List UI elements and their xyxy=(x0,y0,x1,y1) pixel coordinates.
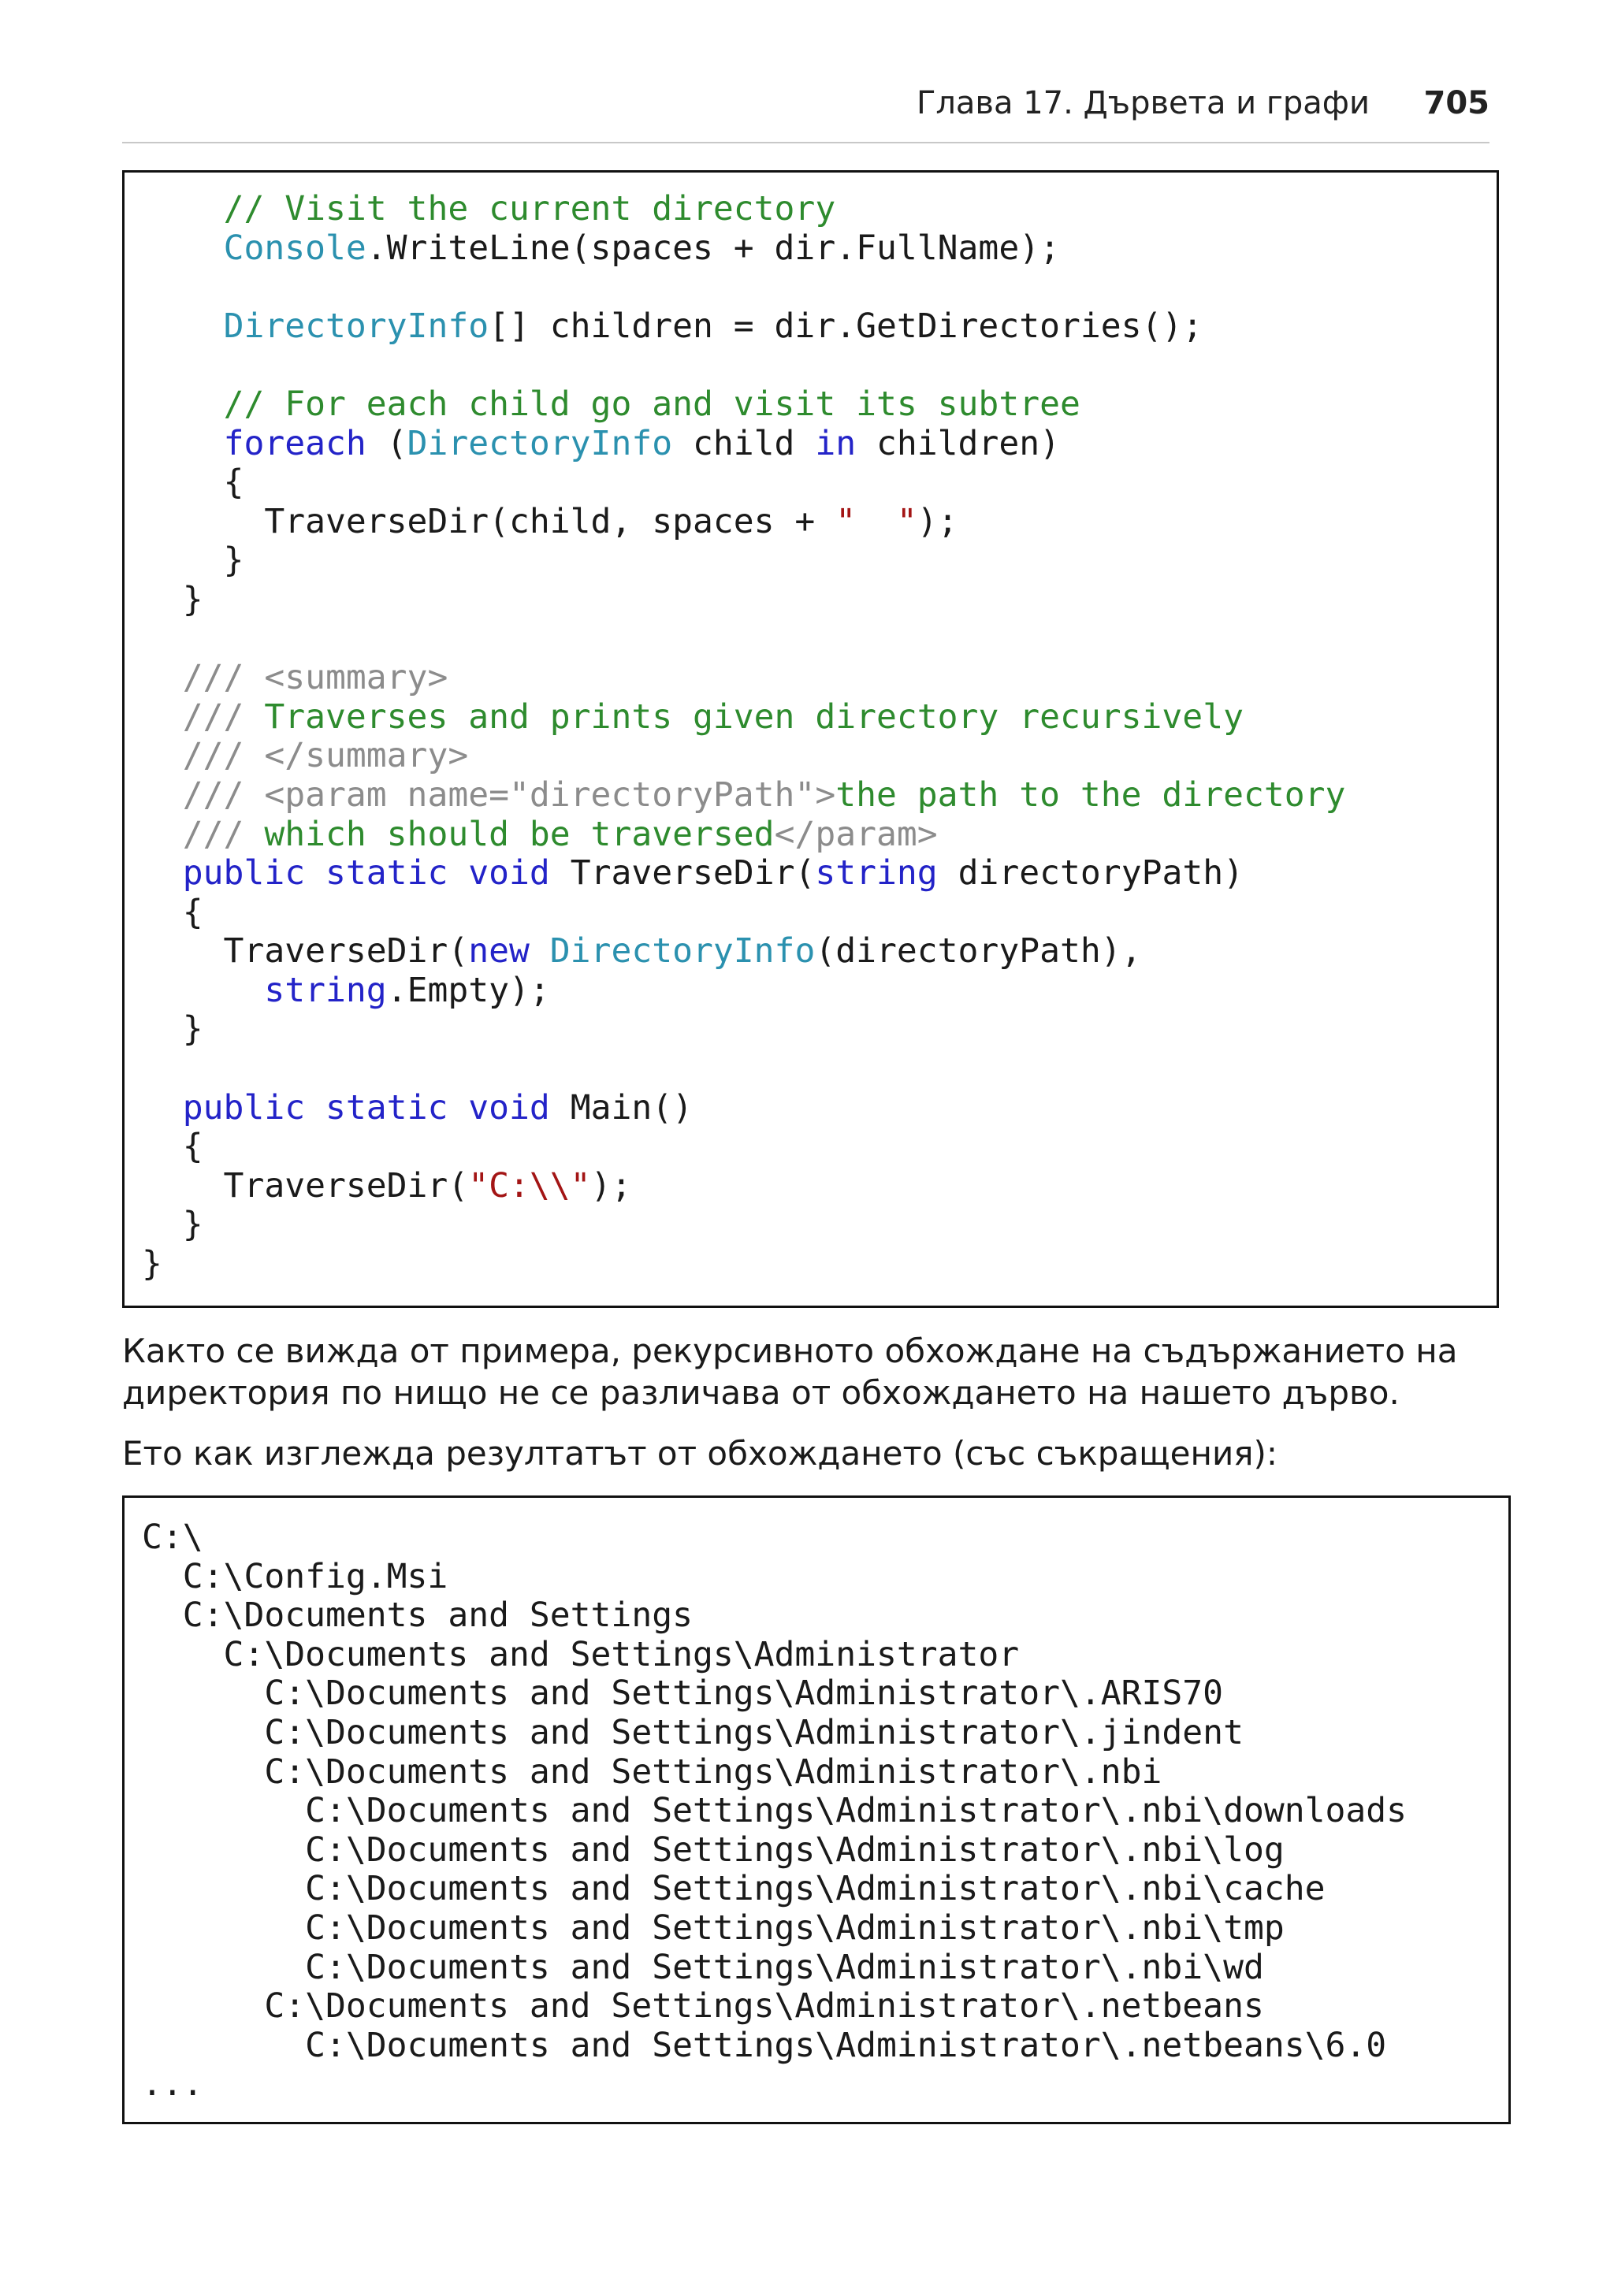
output-listing-box xyxy=(122,1495,1511,2124)
code-token: [] children = dir.GetDirectories(); xyxy=(489,306,1203,346)
code-token: </param> xyxy=(774,814,938,854)
code-token: } xyxy=(142,541,244,581)
code-line xyxy=(142,659,1345,698)
code-token: void xyxy=(468,853,550,894)
code-token xyxy=(142,971,264,1010)
code-token xyxy=(448,1088,468,1128)
code-token: string xyxy=(264,970,387,1010)
code-token xyxy=(142,815,183,854)
code-token: TraverseDir( xyxy=(142,1165,469,1206)
code-line xyxy=(142,190,1345,229)
code-token: Main() xyxy=(549,1087,694,1128)
code-token: // Visit the current directory xyxy=(223,189,836,228)
code-token: public xyxy=(182,853,306,894)
output-line: C:\Documents and Settings\Administrator\.ARIS70 xyxy=(142,1674,1224,1714)
code-line xyxy=(142,854,1345,894)
code-token: ( xyxy=(366,423,407,463)
code-token: /// <summary> xyxy=(182,658,448,698)
code-token: } xyxy=(142,579,203,619)
code-token: TraverseDir(child, spaces + xyxy=(142,501,836,541)
code-token: TraverseDir( xyxy=(142,931,469,972)
code-line xyxy=(142,268,1345,307)
output-line: C:\Documents and Settings\Administrator\.nbi\tmp xyxy=(142,1908,1285,1948)
code-token: } xyxy=(142,1009,203,1050)
code-token: foreach xyxy=(223,423,366,463)
code-token: directoryPath) xyxy=(937,853,1244,894)
code-token: children) xyxy=(856,423,1060,463)
code-token: .Empty); xyxy=(386,970,550,1010)
code-token: .WriteLine(spaces + dir.FullName); xyxy=(366,228,1060,268)
code-token xyxy=(142,424,224,463)
page-header xyxy=(122,79,1489,143)
code-token: TraverseDir( xyxy=(549,853,816,894)
code-token: { xyxy=(142,1127,203,1167)
code-line xyxy=(142,346,1345,385)
code-line xyxy=(142,229,1345,269)
code-token: { xyxy=(142,892,203,932)
code-listing-box xyxy=(122,170,1499,1308)
code-line xyxy=(142,932,1345,972)
code-line xyxy=(142,972,1345,1011)
output-line: C:\Documents and Settings\Administrator xyxy=(142,1634,1020,1674)
chapter-title: Глава 17. Дървета и графи xyxy=(916,85,1370,121)
code-token: "C:\\" xyxy=(468,1165,591,1206)
code-line xyxy=(142,463,1345,503)
code-token xyxy=(142,853,183,893)
body-paragraph-1: Както се вижда от примера, рекурсивното обхождане на съдържанието на директория по нищо не се различава от обхождането на нашето дърво. xyxy=(122,1332,1458,1412)
code-line xyxy=(142,541,1345,581)
code-token: DirectoryInfo xyxy=(549,931,816,972)
code-line xyxy=(142,1128,1345,1167)
output-line: C:\Documents and Settings\Administrator\.netbeans\6.0 xyxy=(142,2025,1387,2065)
code-token xyxy=(530,931,550,971)
code-token xyxy=(448,853,468,893)
code-token: static xyxy=(325,853,448,894)
output-listing xyxy=(142,1518,1407,2105)
code-token: which should be traversed xyxy=(264,814,775,854)
code-line xyxy=(142,503,1345,542)
code-line xyxy=(142,620,1345,659)
code-token xyxy=(305,1088,325,1128)
output-line: C:\Documents and Settings\Administrator\.nbi\log xyxy=(142,1830,1285,1870)
code-token: /// <param name="directoryPath"> xyxy=(182,775,836,815)
code-token xyxy=(142,697,183,737)
code-token xyxy=(142,307,224,346)
code-line xyxy=(142,1089,1345,1128)
code-token xyxy=(142,189,224,228)
code-token: new xyxy=(468,931,530,972)
output-line: C:\ xyxy=(142,1518,203,1557)
code-line xyxy=(142,307,1345,347)
code-token: " " xyxy=(835,501,917,541)
code-token: (directoryPath), xyxy=(815,931,1142,972)
code-token xyxy=(142,658,183,697)
code-token: void xyxy=(468,1087,550,1128)
page-number: 705 xyxy=(1423,85,1489,121)
code-line xyxy=(142,737,1345,776)
code-token: DirectoryInfo xyxy=(223,306,489,346)
code-token: DirectoryInfo xyxy=(407,423,673,463)
code-token: // For each child go and visit its subtree xyxy=(223,384,1080,424)
code-line xyxy=(142,1245,1345,1284)
code-token: Traverses and prints given directory recursively xyxy=(264,697,1244,737)
code-token: public xyxy=(182,1087,306,1128)
output-line: C:\Config.Msi xyxy=(142,1556,448,1596)
code-line xyxy=(142,385,1345,425)
code-token xyxy=(142,1088,183,1128)
code-line xyxy=(142,425,1345,464)
code-token: child xyxy=(672,423,816,463)
code-token: /// xyxy=(182,697,265,737)
code-line xyxy=(142,698,1345,737)
code-line xyxy=(142,1167,1345,1206)
code-token: Console xyxy=(223,228,366,268)
code-token: ); xyxy=(590,1165,632,1206)
code-token: /// xyxy=(182,814,265,854)
code-token: /// </summary> xyxy=(182,736,469,776)
code-line xyxy=(142,1050,1345,1089)
output-line: C:\Documents and Settings\Administrator\.nbi\wd xyxy=(142,1947,1264,1987)
code-token: the path to the directory xyxy=(835,775,1346,815)
output-line: C:\Documents and Settings\Administrator\.netbeans xyxy=(142,1986,1264,2027)
code-token: { xyxy=(142,463,244,503)
output-line: ... xyxy=(142,2064,203,2105)
code-line xyxy=(142,776,1345,815)
code-line xyxy=(142,894,1345,933)
code-token: in xyxy=(815,423,857,463)
output-line: C:\Documents and Settings\Administrator\.nbi\cache xyxy=(142,1869,1326,1909)
output-line: C:\Documents and Settings\Administrator\.nbi\downloads xyxy=(142,1791,1408,1831)
code-token: string xyxy=(815,853,938,894)
output-line: C:\Documents and Settings\Administrator\.nbi xyxy=(142,1752,1162,1792)
code-token: static xyxy=(325,1087,448,1128)
code-token: ); xyxy=(917,501,958,541)
code-line xyxy=(142,815,1345,855)
code-token xyxy=(142,385,224,424)
code-listing xyxy=(142,190,1345,1284)
code-token: } xyxy=(142,1205,203,1245)
code-line xyxy=(142,1010,1345,1050)
code-token: } xyxy=(142,1244,162,1284)
code-line xyxy=(142,1206,1345,1245)
code-token xyxy=(305,853,325,893)
code-token xyxy=(142,736,183,775)
body-paragraph-2: Ето как изглежда резултатът от обхождането (със съкращения): xyxy=(122,1434,1278,1473)
code-line xyxy=(142,581,1345,620)
output-line: C:\Documents and Settings\Administrator\.jindent xyxy=(142,1712,1244,1752)
code-token xyxy=(142,775,183,815)
code-token xyxy=(142,228,224,268)
output-line: C:\Documents and Settings xyxy=(142,1596,693,1636)
